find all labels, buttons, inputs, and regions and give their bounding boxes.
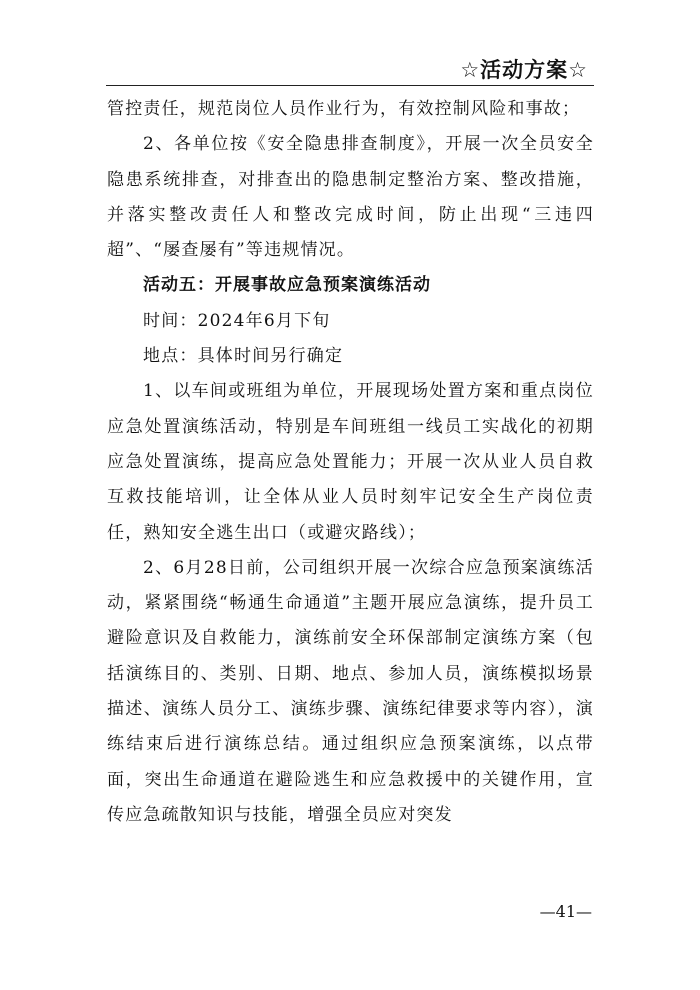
activity-time: 时间：2024年6月下旬 <box>143 310 331 331</box>
paragraph-workshop-drill: 1、以车间或班组为单位，开展现场处置方案和重点岗位应急处置演练活动，特别是车间班组一线员工实战化的初期应急处置演练，提高应急处置能力；开展一次从业人员自救互救技能培训，让全体从业人员时刻牢记安全生产岗位责任，熟知安全逃生出口（或避灾路线）； <box>107 381 594 543</box>
page-number: —41— <box>539 902 592 921</box>
paragraph-continuation: 管控责任，规范岗位人员作业行为，有效控制风险和事故； <box>107 99 581 119</box>
paragraph-company-drill: 2、6月28日前，公司组织开展一次综合应急预案演练活动，紧紧围绕“畅通生命通道”主题开展应急演练，提升员工避险意识及自救能力，演练前安全环保部制定演练方案（包括演练目的、类别、日期、地点、参加人员，演练模拟场景描述、演练人员分工、演练步骤、演练纪律要求等内容），演练结束后进行演练总结。通过组织应急预案演练，以点带面，突出生命通道在避险逃生和应急救援中的关键作用，宣传应急疏散知识与技能，增强全员应对突发 <box>107 557 594 825</box>
document-body <box>107 92 594 833</box>
header-title: ☆活动方案☆ <box>460 58 588 82</box>
activity-location: 地点：具体时间另行确定 <box>143 346 344 367</box>
section-heading-activity-five: 活动五：开展事故应急预案演练活动 <box>143 275 431 296</box>
header-divider <box>106 85 594 86</box>
paragraph-hazard-inspection: 2、各单位按《安全隐患排查制度》，开展一次全员安全隐患系统排查，对排查出的隐患制定整治方案、整改措施，并落实整改责任人和整改完成时间，防止出现“三违四超”、“屡查屡有”等违规情况。 <box>107 134 594 261</box>
